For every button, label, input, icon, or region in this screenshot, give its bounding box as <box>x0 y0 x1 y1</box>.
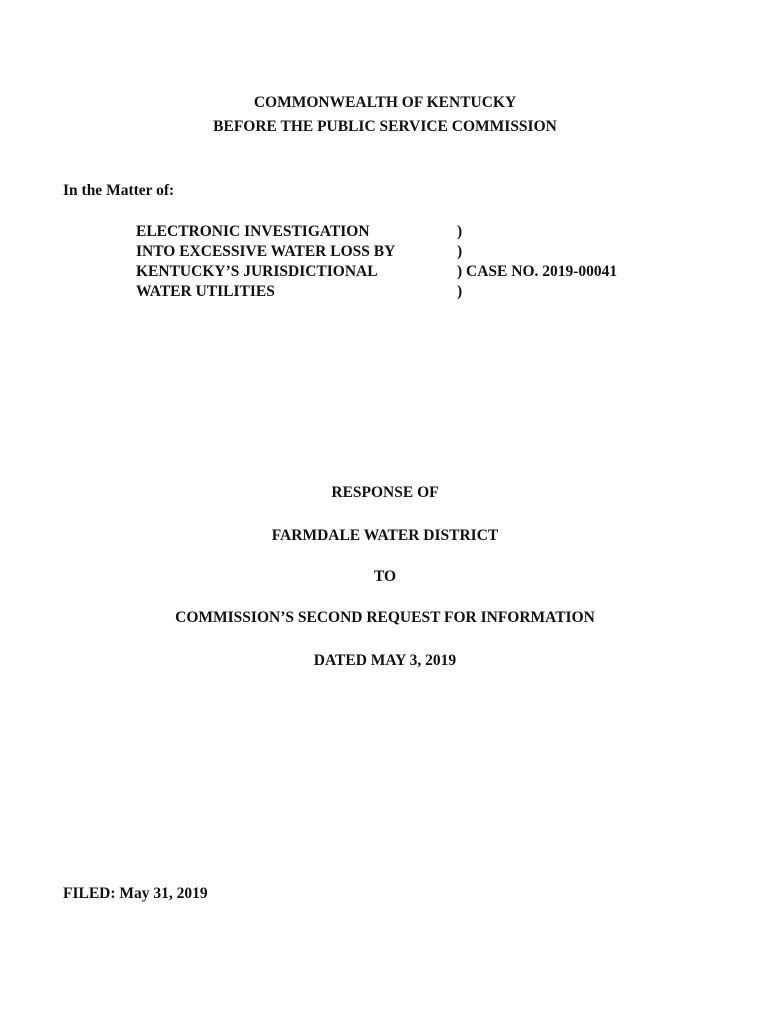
title-request: COMMISSION’S SECOND REQUEST FOR INFORMATION <box>175 609 595 626</box>
caption-line-2: INTO EXCESSIVE WATER LOSS BY <box>136 243 396 260</box>
caption-line-4: WATER UTILITIES <box>136 283 275 300</box>
header-line-1: COMMONWEALTH OF KENTUCKY <box>253 94 517 111</box>
title-party: FARMDALE WATER DISTRICT <box>271 527 499 544</box>
caption-line-3: KENTUCKY’S JURISDICTIONAL <box>136 263 378 280</box>
caption-paren-1: ) <box>457 223 463 240</box>
title-date: DATED MAY 3, 2019 <box>313 652 457 669</box>
title-to: TO <box>373 568 397 585</box>
caption-paren-2: ) <box>457 243 463 260</box>
matter-label: In the Matter of: <box>63 182 175 199</box>
caption-line-1: ELECTRONIC INVESTIGATION <box>136 223 370 240</box>
title-response-of: RESPONSE OF <box>331 484 439 501</box>
case-number: ) CASE NO. 2019-00041 <box>457 263 618 280</box>
header-line-2: BEFORE THE PUBLIC SERVICE COMMISSION <box>213 118 557 135</box>
filed-date: FILED: May 31, 2019 <box>63 885 208 902</box>
caption-paren-4: ) <box>457 283 463 300</box>
